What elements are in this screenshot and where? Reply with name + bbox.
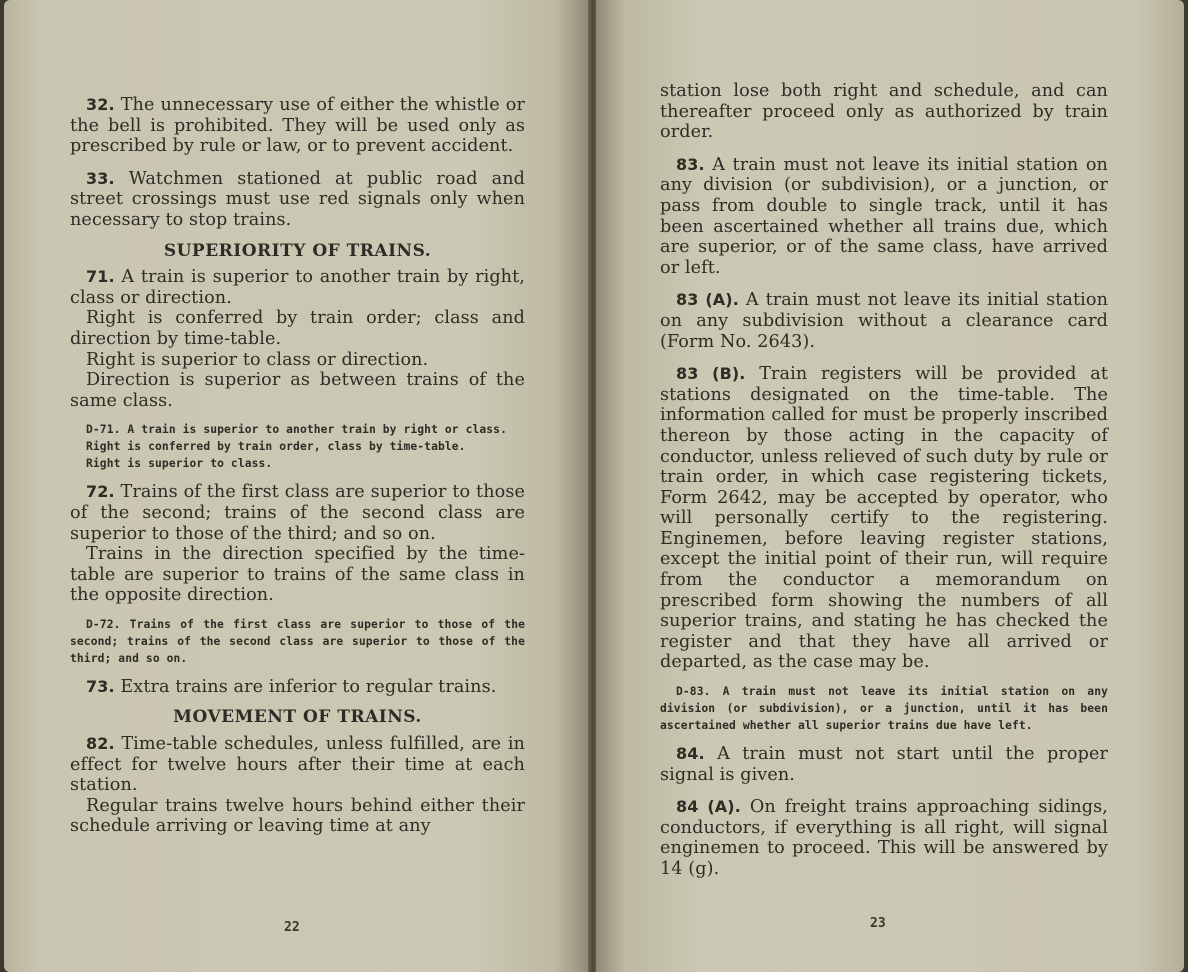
- page-number: 22: [284, 920, 300, 935]
- right-page-text: [660, 81, 1108, 880]
- rule-d72: D-72. Trains of the first class are superior to those of the second; trains of the second class are superior to those of the third; and so on.: [70, 617, 525, 665]
- rule-72-sub: Trains in the direction specified by the time-table are superior to trains of the same class in the opposite direction.: [70, 544, 525, 606]
- rule-71-sub: Right is conferred by train order; class and direction by time-table.: [70, 308, 525, 349]
- left-page-text: [70, 95, 525, 837]
- rule-71: 71. A train is superior to another train by right, class or direction.: [70, 267, 525, 308]
- heading-movement: MOVEMENT OF TRAINS.: [173, 707, 422, 728]
- rule-71-sub: Direction is superior as between trains of the same class.: [70, 370, 525, 411]
- rule-d83: D-83. A train must not leave its initial station on any division (or subdivision), or a junction, until it has been ascertained whether all superior trains due have left.: [660, 685, 1108, 733]
- rule-83a: 83 (A). A train must not leave its initial station on any subdivision without a clearance card (Form No. 2643).: [660, 290, 1108, 352]
- rule-71-sub: Right is superior to class or direction.: [86, 349, 429, 370]
- rule-82: 82. Time-table schedules, unless fulfilled, are in effect for twelve hours after their time at each station.: [70, 734, 525, 796]
- rule-82-sub: Regular trains twelve hours behind either their schedule arriving or leaving time at any: [70, 795, 525, 837]
- rule-83b: 83 (B). Train registers will be provided at stations designated on the time-table. The information called for must be properly inscribed thereon by those acting in the capacity of conductor, unless relieved of such duty by rule or train order, in which case registering tickets, Form 2642, may be accepted by operator, who will personally certify to the registering. Enginemen, before leaving register stations, except the initial point of their run, will require from the conductor a memorandum on prescribed form showing the numbers of all superior trains, and stating he has checked the register and that they have all arrived or departed, as the case may be.: [660, 364, 1108, 673]
- continuation-text: station lose both right and schedule, and can thereafter proceed only as authorized by train order.: [660, 81, 1108, 143]
- rule-84: 84. A train must not start until the proper signal is given.: [660, 744, 1108, 785]
- rule-32: 32. The unnecessary use of either the whistle or the bell is prohibited. They will be used only as prescribed by rule or law, or to prevent accident.: [70, 95, 525, 157]
- rule-d71: D-71. A train is superior to another train by right or class. Right is conferred by train order, class by time-table. Right is superior to class.: [86, 423, 507, 471]
- left-page: [4, 0, 590, 972]
- rule-83: 83. A train must not leave its initial station on any division (or subdivision), or a junction, or pass from double to single track, until it has been ascertained whether all trains due, which are superior, or of the same class, have arrived or left.: [660, 154, 1108, 278]
- heading-superiority: SUPERIORITY OF TRAINS.: [163, 240, 432, 261]
- page-number: 23: [870, 916, 886, 931]
- rule-84a: 84 (A). On freight trains approaching sidings, conductors, if everything is all right, will signal enginemen to proceed. This will be answered by 14 (g).: [660, 797, 1108, 879]
- rule-72: 72. Trains of the first class are superior to those of the second; trains of the second class are superior to those of the third; and so on.: [70, 482, 525, 544]
- rule-73: 73. Extra trains are inferior to regular trains.: [86, 676, 497, 697]
- rule-33: 33. Watchmen stationed at public road and street crossings must use red signals only when necessary to stop trains.: [70, 168, 525, 230]
- right-page: [596, 0, 1184, 972]
